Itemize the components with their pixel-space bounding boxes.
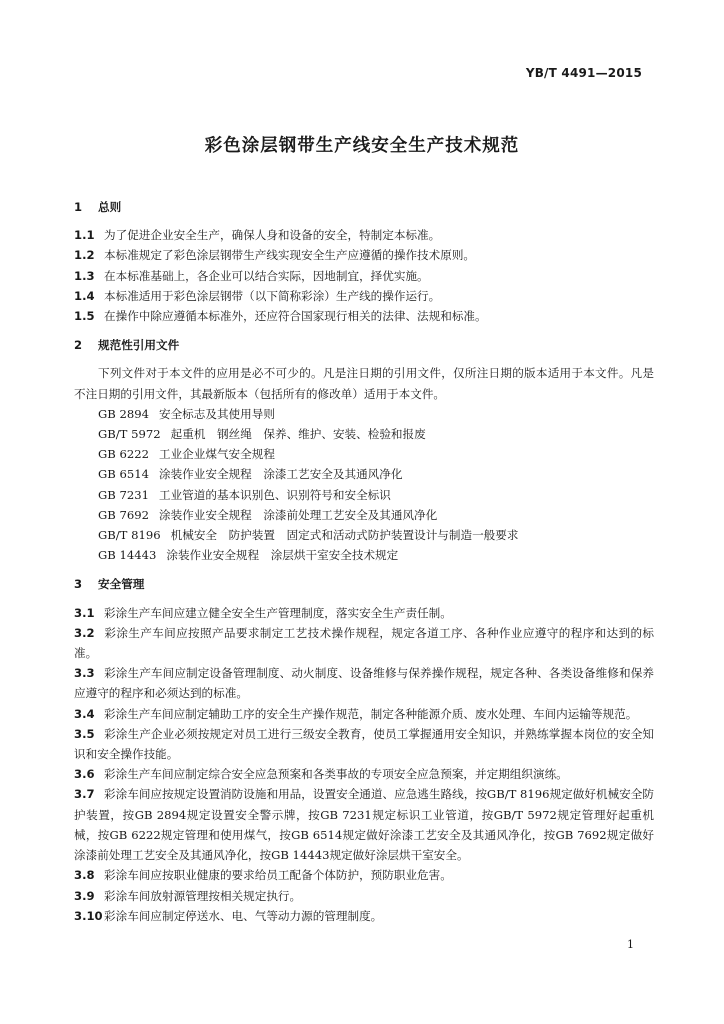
standard-number: YB/T 4491—2015 — [525, 66, 642, 80]
reference-title: 涂装作业安全规程 涂漆前处理工艺安全及其通风净化 — [158, 507, 438, 522]
references-intro: 下列文件对于本文件的应用是必不可少的。凡是注日期的引用文件，仅所注日期的版本适用于本文件。凡是不注日期的引用文件，其最新版本（包括所有的修改单）适用于本文件。 — [74, 366, 654, 401]
reference-item — [98, 525, 654, 545]
clause-number: 3.4 — [74, 706, 95, 721]
section-number: 1 — [74, 200, 83, 214]
clause-text: 彩涂生产车间应制定综合安全应急预案和各类事故的专项安全应急预案，并定期组织演练。 — [104, 767, 568, 782]
clause-number: 3.6 — [74, 767, 95, 782]
page-number: 1 — [627, 938, 634, 951]
reference-code: GB 7231 — [98, 487, 149, 502]
clause-number: 1.4 — [74, 288, 95, 303]
reference-title: 起重机 钢丝绳 保养、维护、安装、检验和报废 — [170, 427, 426, 442]
clause-text: 彩涂生产车间应制定辅助工序的安全生产操作规范，制定各种能源介质、废水处理、车间内运输等规范。 — [104, 706, 638, 721]
reference-code: GB 7692 — [98, 507, 149, 522]
reference-code: GB 14443 — [98, 548, 157, 563]
clause-1-2 — [74, 245, 654, 265]
clause-number: 1.5 — [74, 309, 95, 324]
clause-1-1 — [74, 225, 654, 245]
reference-title: 机械安全 防护装置 固定式和活动式防护装置设计与制造一般要求 — [170, 528, 519, 543]
section-heading-general — [74, 197, 654, 217]
reference-title: 工业管道的基本识别色、识别符号和安全标识 — [158, 487, 391, 502]
clause-text: 彩涂生产企业必须按规定对员工进行三级安全教育，使员工掌握通用安全知识，并熟练掌握本岗位的安全知识和安全操作技能。 — [74, 726, 654, 762]
document-title: 彩色涂层钢带生产线安全生产技术规范 — [204, 136, 520, 156]
reference-item — [98, 444, 654, 464]
clause-text: 彩涂生产车间应建立健全安全生产管理制度，落实安全生产责任制。 — [104, 605, 452, 620]
clause-number: 3.1 — [74, 605, 95, 620]
clause-1-3 — [74, 266, 654, 286]
clause-text: 彩涂生产车间应按照产品要求制定工艺技术操作规程，规定各道工序、各种作业应遵守的程序和达到的标准。 — [74, 625, 654, 661]
reference-code: GB 6222 — [98, 447, 149, 462]
clause-1-5 — [74, 306, 654, 326]
clause-3-10 — [74, 906, 654, 926]
clause-3-8 — [74, 865, 654, 885]
clause-text: 本标准规定了彩色涂层钢带生产线实现安全生产应遵循的操作技术原则。 — [104, 248, 476, 263]
clause-1-4 — [74, 286, 654, 306]
clause-3-7 — [74, 784, 654, 865]
clause-number: 3.5 — [74, 726, 95, 741]
reference-item — [98, 545, 654, 565]
section-number: 2 — [74, 338, 83, 353]
reference-item — [98, 464, 654, 484]
clause-3-3 — [74, 663, 654, 703]
clause-3-6 — [74, 764, 654, 784]
section-heading-safety-management — [74, 574, 654, 594]
clause-text: 本标准适用于彩色涂层钢带（以下简称彩涂）生产线的操作运行。 — [104, 288, 441, 303]
clause-number: 1.2 — [74, 248, 95, 263]
reference-code: GB 6514 — [98, 467, 149, 482]
clause-3-1 — [74, 603, 654, 623]
clause-number: 1.1 — [74, 228, 95, 243]
document-body — [74, 197, 654, 926]
reference-item — [98, 404, 654, 424]
clause-text: 彩涂车间应制定停送水、电、气等动力源的管理制度。 — [104, 908, 383, 923]
reference-title: 涂装作业安全规程 涂漆工艺安全及其通风净化 — [158, 467, 403, 482]
section-title: 规范性引用文件 — [98, 338, 180, 353]
section-title: 安全管理 — [98, 577, 145, 592]
section-heading-normative-references — [74, 335, 654, 355]
reference-code: GB/T 5972 — [98, 427, 161, 442]
reference-title: 工业企业煤气安全规程 — [158, 447, 275, 462]
reference-code: GB 2894 — [98, 406, 149, 421]
clause-number: 1.3 — [74, 268, 95, 283]
clause-text: 彩涂车间放射源管理按相关规定执行。 — [104, 888, 302, 903]
clause-text: 在本标准基础上，各企业可以结合实际，因地制宜，择优实施。 — [104, 268, 429, 283]
reference-code: GB/T 8196 — [98, 528, 161, 543]
reference-item — [98, 424, 654, 444]
reference-title: 安全标志及其使用导则 — [158, 406, 275, 421]
clause-number: 3.7 — [74, 787, 95, 802]
reference-item — [98, 485, 654, 505]
clause-text: 彩涂车间应按规定设置消防设施和用品，设置安全通道、应急逃生路线，按GB/T 8196规定做好机械安全防护装置，按GB 2894规定设置安全警示牌，按GB 7231规定标识工业管道，按GB/T 5972规定管理好起重机械，按GB 6222规定管理和使用煤气，按GB 6514规定做好涂漆工艺安全及其通风净化，按GB 7692规定做好涂漆前处理工艺安全及其通风净化，按GB 14443规定做好涂层烘干室安全。 — [74, 787, 654, 863]
clause-text: 彩涂车间应按职业健康的要求给员工配备个体防护，预防职业危害。 — [104, 868, 452, 883]
clause-number: 3.2 — [74, 625, 95, 640]
clause-3-9 — [74, 886, 654, 906]
clause-number: 3.10 — [74, 908, 103, 923]
clause-text: 为了促进企业安全生产，确保人身和设备的安全，特制定本标准。 — [104, 228, 441, 243]
reference-list — [74, 404, 654, 566]
clause-number: 3.3 — [74, 666, 95, 681]
clause-number: 3.8 — [74, 868, 95, 883]
section-title: 总则 — [98, 200, 122, 214]
clause-3-4 — [74, 704, 654, 724]
reference-item — [98, 505, 654, 525]
clause-number: 3.9 — [74, 888, 95, 903]
clause-3-2 — [74, 623, 654, 663]
section-number: 3 — [74, 577, 83, 592]
clause-text: 彩涂生产车间应制定设备管理制度、动火制度、设备维修与保养操作规程，规定各种、各类设备维修和保养应遵守的程序和必须达到的标准。 — [74, 666, 654, 701]
clause-3-5 — [74, 724, 654, 764]
reference-title: 涂装作业安全规程 涂层烘干室安全技术规定 — [166, 548, 399, 563]
clause-text: 在操作中除应遵循本标准外，还应符合国家现行相关的法律、法规和标准。 — [104, 309, 487, 324]
